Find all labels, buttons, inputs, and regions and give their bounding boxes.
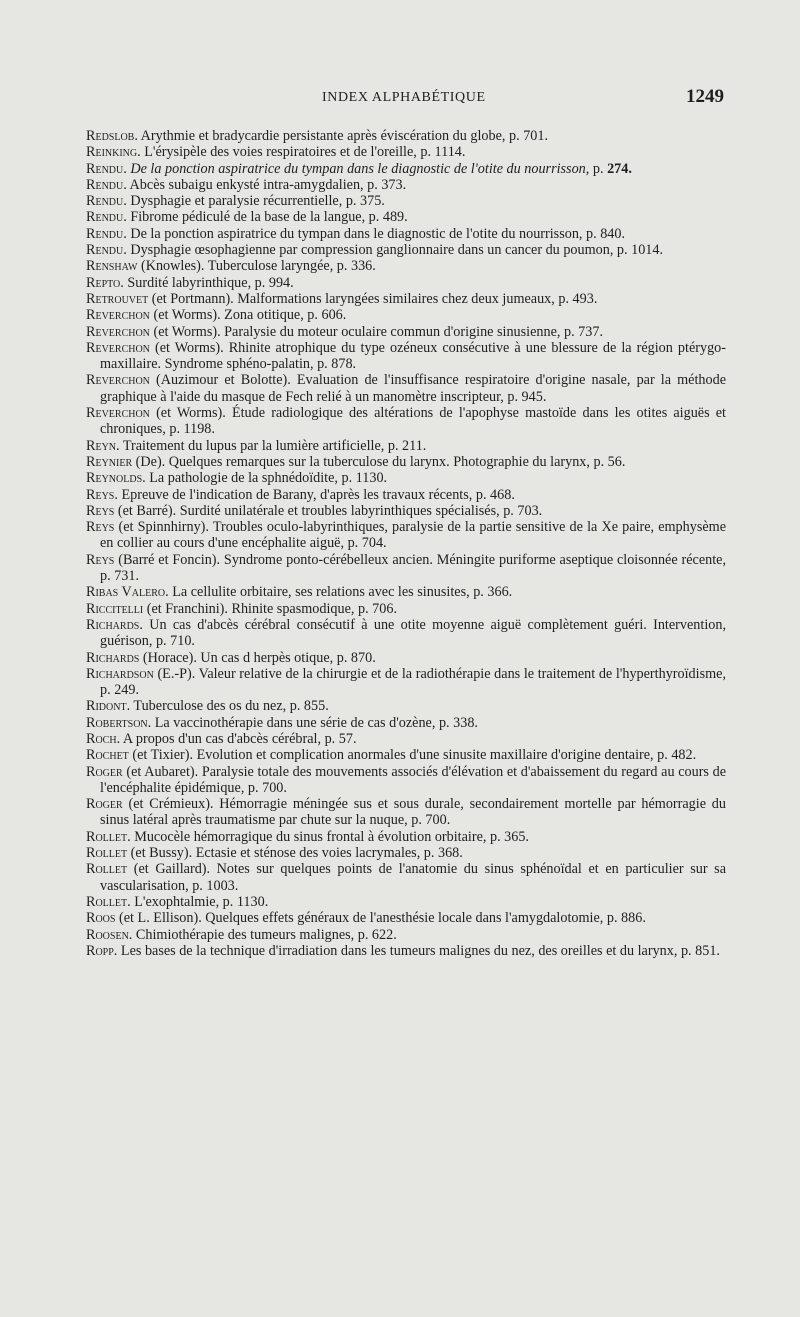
index-entry <box>86 503 726 519</box>
entry-author: Riccitelli <box>86 600 144 617</box>
entry-author: Reys. <box>86 486 118 503</box>
entry-author: Richards <box>86 649 140 666</box>
entry-text: (Auzimour et Bolotte). Evaluation de l'insuffisance respiratoire d'origine nasale, par la méthode graphique à l'aide du masque de Fech relié à un manomètre inscripteur, p. 945. <box>100 372 726 405</box>
index-entry <box>86 258 726 274</box>
entry-text: (et Franchini). Rhinite spasmodique, p. 706. <box>143 600 397 617</box>
entry-text: (et Crémieux). Hémorragie méningée sus et sous durale, secondairement mortelle par hémorragie du sinus latéral après traumatisme par chute sur la nuque, p. 700. <box>100 796 726 829</box>
entry-author: Robertson. <box>86 714 152 731</box>
index-entry <box>86 747 726 763</box>
entry-text: Fibrome pédiculé de la base de la langue, p. 489. <box>126 209 408 226</box>
index-entry <box>86 927 726 943</box>
entry-text: (et Barré). Surdité unilatérale et troubles labyrinthiques spécialisés, p. 703. <box>114 502 543 519</box>
index-entry <box>86 161 726 177</box>
entry-text: (Barré et Foncin). Syndrome ponto-cérébelleux ancien. Méningite puriforme aseptique cloisonnée récente, p. 731. <box>100 551 726 585</box>
entry-author: Reinking. <box>86 144 141 161</box>
index-entry <box>86 715 726 731</box>
entry-text: (Horace). Un cas d herpès otique, p. 870. <box>139 649 376 666</box>
index-entry <box>86 307 726 323</box>
entry-author: Roger <box>86 763 123 780</box>
entry-text: Dysphagie œsophagienne par compression ganglionnaire dans un cancer du poumon, p. 1014. <box>126 242 664 259</box>
index-entry <box>86 894 726 910</box>
entry-text: (et Tixier). Evolution et complication anormales d'une sinusite maxillaire d'origine dentaire, p. 482. <box>128 747 697 764</box>
entry-author: Reyn. <box>86 437 120 454</box>
entry-text: A propos d'un cas d'abcès cérébral, p. 57. <box>120 730 357 747</box>
page-number: 1249 <box>686 86 724 107</box>
entry-author: Rendu. <box>86 193 127 210</box>
index-entry <box>86 796 726 829</box>
entry-author: Rendu. <box>86 209 127 226</box>
entry-text: (et Worms). Paralysie du moteur oculaire commun d'origine sinusienne, p. 737. <box>149 323 604 340</box>
entry-text: Surdité labyrinthique, p. 994. <box>123 274 294 291</box>
entry-author: Ridont. <box>86 698 131 715</box>
entry-author: Rollet. <box>86 893 131 910</box>
entry-author: Roger <box>86 796 123 813</box>
entry-author: Reys <box>86 551 115 568</box>
entry-author: Roosen. <box>86 926 133 943</box>
entry-text: p. <box>589 160 608 177</box>
entry-author: Repto. <box>86 274 124 291</box>
entry-author: Reynolds. <box>86 470 146 487</box>
entry-author: Rollet. <box>86 828 131 845</box>
entry-author: Richards. <box>86 616 143 633</box>
entry-author: Reverchon <box>86 339 150 356</box>
entry-author: Rollet <box>86 861 128 878</box>
index-entry <box>86 177 726 193</box>
index-entry <box>86 209 726 225</box>
index-entry <box>86 291 726 307</box>
entry-text: Abcès subaigu enkysté intra-amygdalien, p. 373. <box>126 176 407 193</box>
index-entry <box>86 128 726 144</box>
index-entry <box>86 193 726 209</box>
index-entry <box>86 144 726 160</box>
entry-author: Ribas Valero. <box>86 584 169 601</box>
entry-text: Chimiothérapie des tumeurs malignes, p. 622. <box>132 926 397 943</box>
entry-text: (et Bussy). Ectasie et sténose des voies lacrymales, p. 368. <box>127 845 463 862</box>
entry-author: Rendu. <box>86 176 127 193</box>
index-entry <box>86 340 726 373</box>
entry-text: (et Gaillard). Notes sur quelques points de l'anatomie du sinus sphénoïdal et en particulier sur sa vascularisation, p. 1003. <box>100 861 726 894</box>
index-entry <box>86 845 726 861</box>
index-entry <box>86 226 726 242</box>
index-entry <box>86 764 726 797</box>
entry-author: Rendu. <box>86 242 127 259</box>
index-entry <box>86 584 726 600</box>
entry-text: (et L. Ellison). Quelques effets généraux de l'anesthésie locale dans l'amygdalotomie, p. 886. <box>115 910 646 927</box>
index-entry <box>86 405 726 438</box>
entry-author: Rendu. <box>86 225 127 242</box>
index-entry <box>86 861 726 894</box>
index-entry <box>86 242 726 258</box>
entry-text: (et Worms). Zona otitique, p. 606. <box>149 307 347 324</box>
entry-author: Retrouvet <box>86 290 149 307</box>
index-entry <box>86 650 726 666</box>
entry-author: Reys <box>86 519 115 536</box>
entry-text: Les bases de la technique d'irradiation dans les tumeurs malignes du nez, des oreilles et du larynx, p. 851. <box>117 942 720 959</box>
entry-author: Redslob. <box>86 128 138 144</box>
running-title: INDEX ALPHABÉTIQUE <box>322 90 486 105</box>
index-entry <box>86 601 726 617</box>
entry-text: L'érysipèle des voies respiratoires et de l'oreille, p. 1114. <box>140 144 466 161</box>
entry-author: Reverchon <box>86 372 150 389</box>
entry-text: La pathologie de la sphnédoïdite, p. 1130. <box>145 470 388 487</box>
entry-text: Arythmie et bradycardie persistante après éviscération du globe, p. 701. <box>137 128 549 144</box>
index-entry <box>86 519 726 552</box>
entry-author: Roch. <box>86 730 121 747</box>
entry-page-bold: 274. <box>607 160 632 177</box>
index-entry <box>86 324 726 340</box>
entry-author: Renshaw <box>86 258 138 275</box>
entry-title-italic: De la ponction aspiratrice du tympan dans le diagnostic de l'otite du nourrisson, <box>126 160 590 177</box>
entry-text: (et Worms). Étude radiologique des altérations de l'apophyse mastoïde dans les otites aiguës et chroniques, p. 1198. <box>100 405 726 438</box>
index-entry <box>86 617 726 650</box>
entry-author: Roos <box>86 910 116 927</box>
entry-text: (et Spinnhirny). Troubles oculo-labyrinthiques, paralysie de la partie sensitive de la Xe paire, emphysème en collier au cours d'une encéphalite aiguë, p. 704. <box>100 519 726 552</box>
entry-author: Ropp. <box>86 942 118 959</box>
entry-text: Dysphagie et paralysie récurrentielle, p. 375. <box>126 193 385 210</box>
entry-text: (E.-P). Valeur relative de la chirurgie et de la radiothérapie dans le traitement de l'hyperthyroïdisme, p. 249. <box>100 665 726 699</box>
entry-text: Mucocèle hémorragique du sinus frontal à évolution orbitaire, p. 365. <box>130 828 529 845</box>
entry-author: Reverchon <box>86 323 150 340</box>
entry-text: De la ponction aspiratrice du tympan dans le diagnostic de l'otite du nourrisson, p. 840. <box>126 225 626 242</box>
index-entry <box>86 372 726 405</box>
index-entry <box>86 438 726 454</box>
index-entry <box>86 666 726 699</box>
entry-author: Rochet <box>86 747 129 764</box>
index-entries <box>86 128 726 959</box>
index-entry <box>86 275 726 291</box>
entry-text: (De). Quelques remarques sur la tuberculose du larynx. Photographie du larynx, p. 56. <box>132 453 626 470</box>
index-entry <box>86 943 726 959</box>
entry-text: L'exophtalmie, p. 1130. <box>130 893 269 910</box>
entry-author: Reynier <box>86 453 133 470</box>
entry-author: Richardson <box>86 665 154 682</box>
index-entry <box>86 698 726 714</box>
entry-text: Traitement du lupus par la lumière artificielle, p. 211. <box>119 437 427 454</box>
entry-text: La vaccinothérapie dans une série de cas d'ozène, p. 338. <box>151 714 478 731</box>
index-entry <box>86 470 726 486</box>
entry-author: Reys <box>86 502 115 519</box>
index-entry <box>86 454 726 470</box>
index-entry <box>86 552 726 585</box>
entry-author: Rollet <box>86 845 128 862</box>
entry-text: (et Worms). Rhinite atrophique du type ozéneux consécutive à une blessure de la région ptérygo-maxillaire. Syndrome sphéno-palatin, p. 878. <box>100 339 726 373</box>
entry-text: (et Portmann). Malformations laryngées similaires chez deux jumeaux, p. 493. <box>148 290 598 307</box>
entry-author: Reverchon <box>86 405 150 422</box>
entry-text: Tuberculose des os du nez, p. 855. <box>130 698 329 715</box>
entry-text: Un cas d'abcès cérébral consécutif à une otite moyenne aiguë complètement guéri. Intervention, guérison, p. 710. <box>100 616 726 650</box>
entry-author: Rendu. <box>86 160 127 177</box>
index-entry <box>86 487 726 503</box>
index-entry <box>86 731 726 747</box>
entry-text: Epreuve de l'indication de Barany, d'après les travaux récents, p. 468. <box>117 486 515 503</box>
entry-text: (Knowles). Tuberculose laryngée, p. 336. <box>137 258 376 275</box>
index-entry <box>86 910 726 926</box>
index-entry <box>86 829 726 845</box>
entry-author: Reverchon <box>86 307 150 324</box>
entry-text: (et Aubaret). Paralysie totale des mouvements associés d'élévation et d'abaissement du regard au cours de l'encéphalite épidémique, p. 700. <box>100 763 726 796</box>
entry-text: La cellulite orbitaire, ses relations avec les sinusites, p. 366. <box>168 584 513 601</box>
